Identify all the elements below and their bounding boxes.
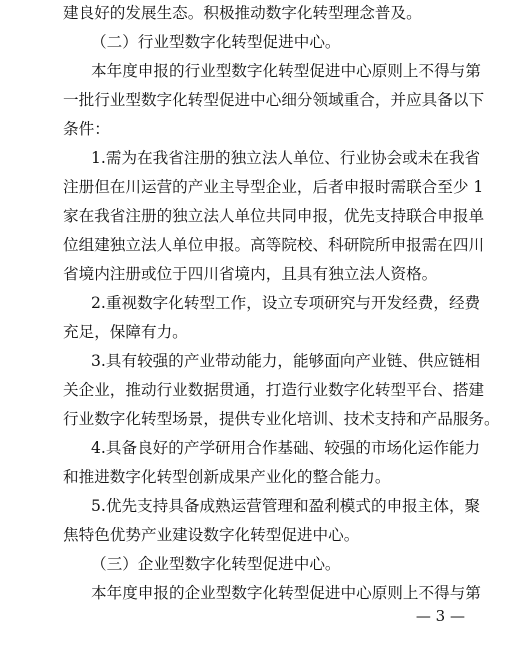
text-line: 家在我省注册的独立法人单位共同申报，优先支持联合申报单 (63, 207, 485, 225)
text-line: 一批行业型数字化转型促进中心细分领域重合，并应具备以下 (63, 91, 485, 109)
text-line: 4.具备良好的产学研用合作基础、较强的市场化运作能力 (91, 439, 481, 457)
text-line: 和推进数字化转型创新成果产业化的整合能力。 (63, 468, 391, 486)
page-number: — 3 — (415, 607, 465, 625)
text-line: 省境内注册或位于四川省境内，且具有独立法人资格。 (63, 265, 438, 283)
text-line: 5.优先支持具备成熟运营管理和盈利模式的申报主体，聚 (91, 497, 481, 515)
text-line: 2.重视数字化转型工作，设立专项研究与开发经费，经费 (91, 294, 481, 312)
text-line: 建良好的发展生态。积极推动数字化转型理念普及。 (63, 4, 422, 22)
text-line: 本年度申报的企业型数字化转型促进中心原则上不得与第 (91, 584, 481, 602)
text-line: 行业数字化转型场景，提供专业化培训、技术支持和产品服务。 (63, 410, 500, 428)
text-line: 3.具有较强的产业带动能力，能够面向产业链、供应链相 (91, 352, 481, 370)
text-line: 位组建独立法人单位申报。高等院校、科研院所申报需在四川 (63, 236, 485, 254)
text-line: 条件： (63, 120, 110, 138)
text-line: 焦特色优势产业建设数字化转型促进中心。 (63, 526, 360, 544)
text-line: 1.需为在我省注册的独立法人单位、行业协会或未在我省 (91, 149, 481, 167)
text-line: 关企业，推动行业数据贯通，打造行业数字化转型平台、搭建 (63, 381, 485, 399)
text-line: 注册但在川运营的产业主导型企业，后者申报时需联合至少 1 (63, 178, 484, 196)
section-heading: （二）行业型数字化转型促进中心。 (91, 33, 341, 51)
section-heading: （三）企业型数字化转型促进中心。 (91, 555, 341, 573)
text-line: 充足，保障有力。 (63, 323, 188, 341)
text-line: 本年度申报的行业型数字化转型促进中心原则上不得与第 (91, 62, 481, 80)
